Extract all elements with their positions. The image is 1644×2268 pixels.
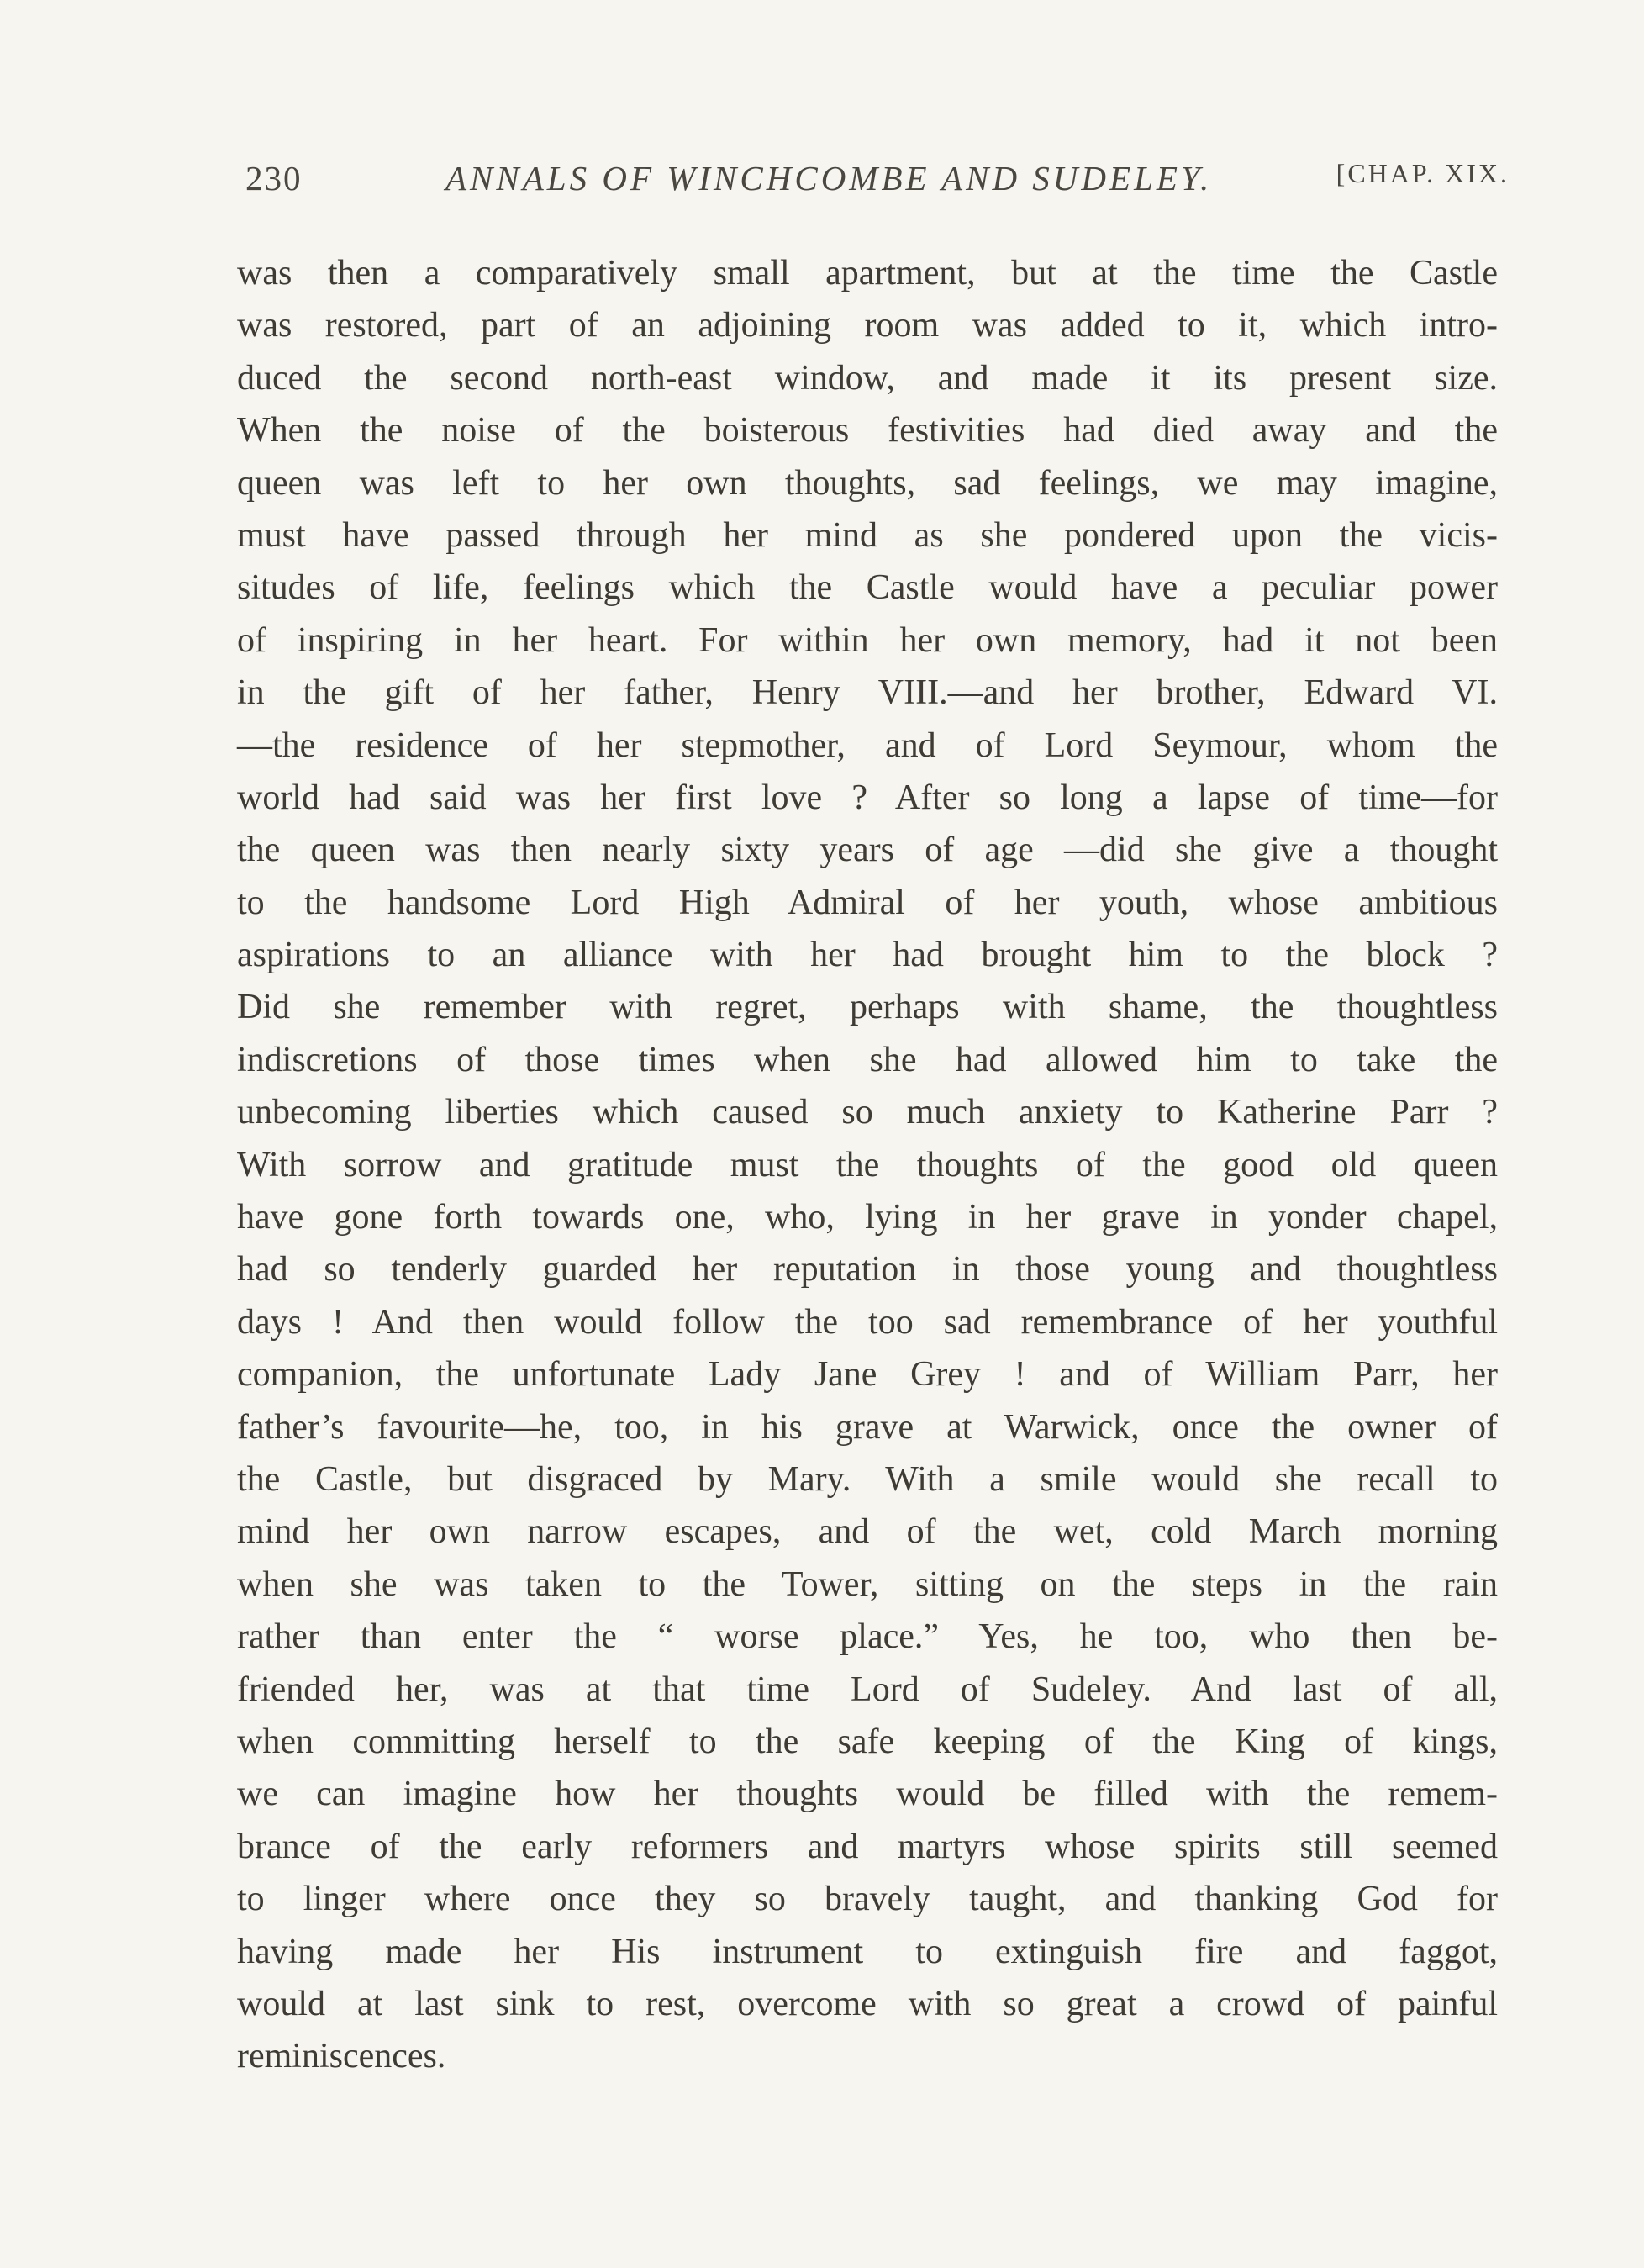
text-line: —the residence of her stepmother, and of Lord Seymour, whom the	[237, 725, 1498, 765]
text-line: to linger where once they so bravely taught, and thanking God for	[237, 1880, 1498, 1919]
text-line: was restored, part of an adjoining room was added to it, which intro-	[237, 306, 1498, 345]
running-head	[245, 158, 1510, 208]
text-line: the Castle, but disgraced by Mary. With a smile would she recall to	[237, 1459, 1498, 1499]
text-line: queen was left to her own thoughts, sad feelings, we may imagine,	[237, 463, 1498, 503]
text-line: duced the second north-east window, and made it its present size.	[237, 358, 1498, 398]
text-line: mind her own narrow escapes, and of the wet, cold March morning	[237, 1512, 1498, 1552]
text-line: unbecoming liberties which caused so much anxiety to Katherine Parr ?	[237, 1093, 1498, 1132]
text-line: With sorrow and gratitude must the thoughts of the good old queen	[237, 1145, 1498, 1184]
page-number: 230	[245, 159, 303, 198]
text-line: would at last sink to rest, overcome with so great a crowd of painful	[237, 1984, 1498, 2023]
text-line: had so tenderly guarded her reputation in those young and thoughtless	[237, 1250, 1498, 1290]
text-line: the queen was then nearly sixty years of age —did she give a thought	[237, 831, 1498, 870]
text-line: to the handsome Lord High Admiral of her youth, whose ambitious	[237, 883, 1498, 922]
body-text	[237, 247, 1498, 2083]
text-line: have gone forth towards one, who, lying in her grave in yonder chapel,	[237, 1198, 1498, 1237]
text-line: in the gift of her father, Henry VIII.—and her brother, Edward VI.	[237, 673, 1498, 713]
text-line: having made her His instrument to extinguish fire and faggot,	[237, 1932, 1498, 1971]
text-line: friended her, was at that time Lord of Sudeley. And last of all,	[237, 1669, 1498, 1709]
text-line: of inspiring in her heart. For within her own memory, had it not been	[237, 620, 1498, 660]
text-line: when she was taken to the Tower, sitting on the steps in the rain	[237, 1564, 1498, 1604]
text-line: father’s favourite—he, too, in his grave at Warwick, once the owner of	[237, 1407, 1498, 1447]
text-line: indiscretions of those times when she had allowed him to take the	[237, 1040, 1498, 1079]
text-line: we can imagine how her thoughts would be filled with the remem-	[237, 1775, 1498, 1814]
text-line: reminiscences.	[237, 2037, 446, 2076]
text-line: must have passed through her mind as she pondered upon the vicis-	[237, 515, 1498, 555]
text-line: aspirations to an alliance with her had brought him to the block ?	[237, 936, 1498, 975]
text-line: rather than enter the “ worse place.” Yes, he too, who then be-	[237, 1617, 1498, 1657]
text-line: world had said was her first love ? After so long a lapse of time—for	[237, 778, 1498, 817]
text-line: situdes of life, feelings which the Castle would have a peculiar power	[237, 568, 1498, 608]
text-line: brance of the early reformers and martyrs whose spirits still seemed	[237, 1827, 1498, 1866]
text-line: when committing herself to the safe keeping of the King of kings,	[237, 1722, 1498, 1761]
text-line: When the noise of the boisterous festivities had died away and the	[237, 411, 1498, 451]
text-line: companion, the unfortunate Lady Jane Grey ! and of William Parr, her	[237, 1355, 1498, 1395]
text-line: days ! And then would follow the too sad remembrance of her youthful	[237, 1302, 1498, 1342]
chapter-reference: [CHAP. XIX.	[1336, 158, 1510, 188]
text-line: was then a comparatively small apartment, but at the time the Castle	[237, 254, 1498, 293]
book-title: ANNALS OF WINCHCOMBE AND SUDELEY.	[445, 159, 1213, 198]
text-line: Did she remember with regret, perhaps with shame, the thoughtless	[237, 988, 1498, 1027]
